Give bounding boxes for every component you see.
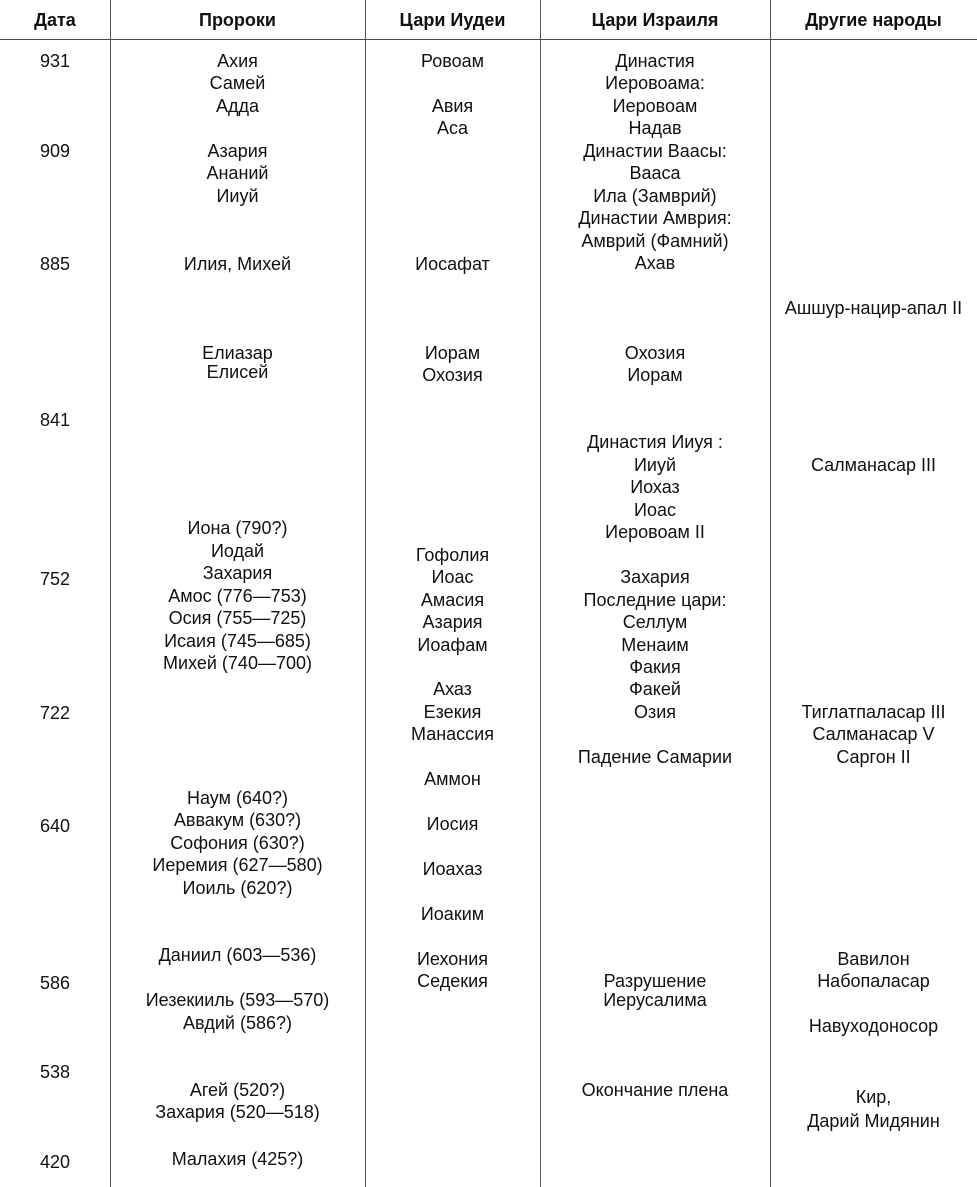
israel-king-cell: Династии Амврия: bbox=[578, 208, 732, 228]
judah-king-cell: Иехония bbox=[416, 949, 489, 969]
prophet-cell: Даниил (603—536) bbox=[158, 945, 317, 965]
israel-king-cell: Озия bbox=[633, 702, 677, 722]
israel-king-cell: Династии Ваасы: bbox=[583, 141, 727, 161]
israel-king-cell: Захария bbox=[620, 567, 690, 587]
judah-king-cell: Иорам bbox=[424, 343, 481, 363]
israel-king-cell: Иорам bbox=[627, 365, 683, 385]
prophet-cell: Адда bbox=[215, 96, 260, 116]
judah-king-cell: Манассия bbox=[411, 724, 494, 744]
date-cell: 841 bbox=[39, 410, 71, 430]
israel-king-cell: Иеровоам bbox=[612, 96, 698, 116]
prophet-cell: Наум (640?) bbox=[186, 788, 288, 808]
judah-king-cell: Охозия bbox=[422, 365, 483, 385]
prophet-cell: Агей (520?) bbox=[189, 1080, 286, 1100]
judah-king-cell: Иоаким bbox=[420, 904, 485, 924]
israel-king-cell: Иеровоам II bbox=[605, 522, 705, 542]
israel-king-cell: Факия bbox=[629, 657, 681, 677]
date-cell: 752 bbox=[39, 569, 71, 589]
israel-king-cell: Охозия bbox=[624, 343, 686, 363]
date-cell: 586 bbox=[39, 973, 71, 993]
other-nation-cell: Салманасар III bbox=[810, 455, 937, 475]
judah-king-cell: Иоафам bbox=[417, 635, 488, 655]
judah-king-cell: Гофолия bbox=[415, 545, 490, 565]
header-other-nations: Другие народы bbox=[805, 10, 942, 30]
israel-king-cell: Иохаз bbox=[630, 477, 680, 497]
judah-king-cell: Иоас bbox=[431, 567, 474, 587]
judah-king-cell: Аса bbox=[436, 118, 469, 138]
israel-king-cell: Иеровоама: bbox=[605, 73, 705, 93]
judah-king-cell: Амасия bbox=[420, 590, 485, 610]
prophet-cell: Елиазар bbox=[202, 343, 273, 363]
israel-king-cell: Факей bbox=[629, 679, 681, 699]
prophet-cell: Самей bbox=[209, 73, 266, 93]
israel-king-cell: Разрушение bbox=[603, 971, 707, 991]
judah-king-cell: Ахаз bbox=[433, 679, 472, 699]
date-cell: 420 bbox=[39, 1152, 71, 1172]
israel-king-cell: Менаим bbox=[621, 635, 689, 655]
judah-king-cell: Иосия bbox=[426, 814, 479, 834]
prophet-cell: Михей (740—700) bbox=[163, 653, 312, 673]
prophet-cell: Софония (630?) bbox=[170, 833, 305, 853]
prophet-cell: Иона (790?) bbox=[187, 518, 288, 538]
prophet-cell: Елисей bbox=[206, 362, 269, 382]
date-cell: 909 bbox=[39, 141, 71, 161]
header-prophets: Пророки bbox=[199, 10, 276, 30]
column-divider bbox=[770, 0, 771, 1187]
prophet-cell: Иеремия (627—580) bbox=[152, 855, 323, 875]
date-cell: 722 bbox=[39, 703, 71, 723]
israel-king-cell: Ииуй bbox=[633, 455, 677, 475]
other-nation-cell: Дарий Мидянин bbox=[807, 1111, 940, 1131]
date-cell: 931 bbox=[39, 51, 71, 71]
prophet-cell: Авдий (586?) bbox=[182, 1013, 292, 1033]
israel-king-cell: Ахав bbox=[634, 253, 676, 273]
israel-king-cell: Династия bbox=[615, 51, 695, 71]
prophet-cell: Иезекииль (593—570) bbox=[145, 990, 330, 1010]
prophet-cell: Ииуй bbox=[216, 186, 259, 206]
other-nation-cell: Кир, bbox=[855, 1087, 892, 1107]
other-nation-cell: Навуходоносор bbox=[808, 1016, 939, 1036]
date-cell: 640 bbox=[39, 816, 71, 836]
judah-king-cell: Авия bbox=[431, 96, 474, 116]
prophet-cell: Захария (520—518) bbox=[155, 1102, 320, 1122]
israel-king-cell: Вааса bbox=[629, 163, 681, 183]
israel-king-cell: Селлум bbox=[622, 612, 688, 632]
other-nation-cell: Тиглатпаласар III bbox=[801, 702, 946, 722]
other-nation-cell: Вавилон bbox=[837, 949, 910, 969]
judah-king-cell: Иосафат bbox=[415, 254, 490, 274]
israel-king-cell: Надав bbox=[628, 118, 682, 138]
header-date: Дата bbox=[34, 10, 76, 30]
prophet-cell: Аввакум (630?) bbox=[173, 810, 302, 830]
date-cell: 538 bbox=[39, 1062, 71, 1082]
other-nation-cell: Салманасар V bbox=[812, 724, 935, 744]
prophet-cell: Малахия (425?) bbox=[171, 1149, 304, 1169]
judah-king-cell: Езекия bbox=[423, 702, 482, 722]
header-divider bbox=[0, 39, 977, 40]
date-cell: 885 bbox=[39, 254, 71, 274]
prophet-cell: Осия (755—725) bbox=[168, 608, 307, 628]
israel-king-cell: Падение Самарии bbox=[577, 747, 733, 767]
judah-king-cell: Ровоам bbox=[421, 51, 484, 71]
judah-king-cell: Седекия bbox=[417, 971, 488, 991]
israel-king-cell: Иоас bbox=[634, 500, 676, 520]
prophet-cell: Исаия (745—685) bbox=[164, 631, 311, 651]
prophet-cell: Амос (776—753) bbox=[168, 586, 307, 606]
judah-king-cell: Азария bbox=[422, 612, 483, 632]
prophet-cell: Иодай bbox=[210, 541, 265, 561]
other-nation-cell: Ашшур-нацир-апал II bbox=[784, 298, 963, 318]
judah-king-cell: Аммон bbox=[424, 769, 481, 789]
header-kings-judah: Цари Иудеи bbox=[399, 10, 506, 30]
other-nation-cell: Саргон II bbox=[836, 747, 911, 767]
israel-king-cell: Ила (Замврий) bbox=[593, 186, 717, 206]
israel-king-cell: Династия Ииуя : bbox=[587, 432, 723, 452]
prophet-cell: Илия, Михей bbox=[183, 254, 292, 274]
prophet-cell: Иоиль (620?) bbox=[182, 878, 293, 898]
israel-king-cell: Последние цари: bbox=[583, 590, 727, 610]
israel-king-cell: Иерусалима bbox=[603, 990, 707, 1010]
header-kings-israel: Цари Израиля bbox=[591, 10, 719, 30]
judah-king-cell: Иоахаз bbox=[422, 859, 483, 879]
other-nation-cell: Набопаласар bbox=[817, 971, 930, 991]
prophet-cell: Ананий bbox=[206, 163, 269, 183]
prophet-cell: Ахия bbox=[217, 51, 258, 71]
prophet-cell: Захария bbox=[202, 563, 273, 583]
prophet-cell: Азария bbox=[207, 141, 268, 161]
israel-king-cell: Окончание плена bbox=[581, 1080, 729, 1100]
israel-king-cell: Амврий (Фамний) bbox=[581, 231, 729, 251]
